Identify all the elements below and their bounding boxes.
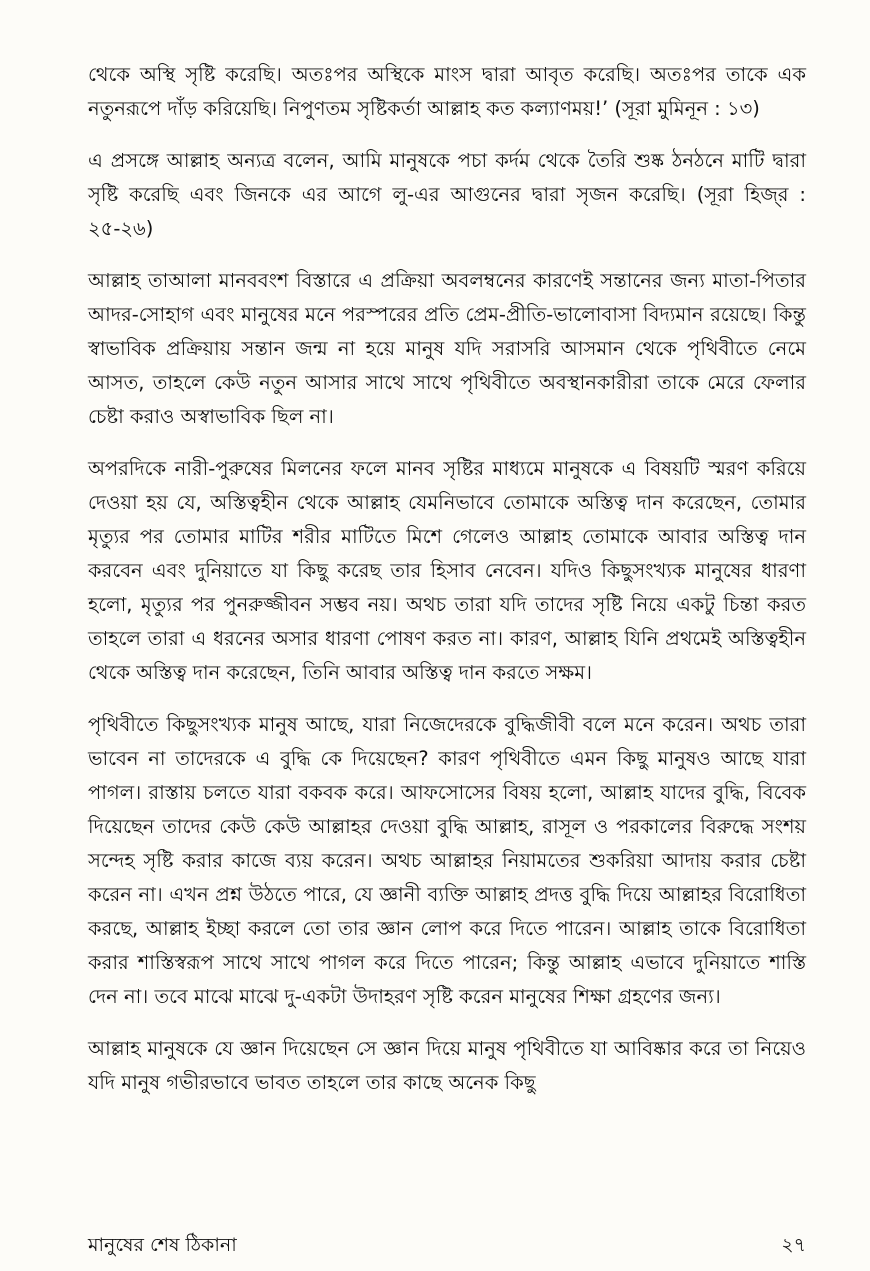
- paragraph: এ প্রসঙ্গে আল্লাহ অন্যত্র বলেন, আমি মানুষকে পচা কর্দম থেকে তৈরি শুষ্ক ঠনঠনে মাটি দ্বারা সৃষ্টি করেছি এবং জিনকে এর আগে লু-এর আগুনের দ্বারা সৃজন করেছি। (সূরা হিজ্‌র : ২৫-২৬): [88, 149, 806, 240]
- page-number: ২৭: [781, 1234, 806, 1256]
- paragraph: পৃথিবীতে কিছুসংখ্যক মানুষ আছে, যারা নিজেদেরকে বুদ্ধিজীবী বলে মনে করেন। অথচ তারা ভাবেন না তাদেরকে এ বুদ্ধি কে দিয়েছেন? কারণ পৃথিবীতে এমন কিছু মানুষও আছে যারা পাগল। রাস্তায় চলতে যারা বকবক করে। আফসোসের বিষয় হলো, আল্লাহ যাদের বুদ্ধি, বিবেক দিয়েছেন তাদের কেউ কেউ আল্লাহর দেওয়া বুদ্ধি আল্লাহ, রাসূল ও পরকালের বিরুদ্ধে সংশয় সন্দেহ সৃষ্টি করার কাজে ব্যয় করেন। অথচ আল্লাহর নিয়ামতের শুকরিয়া আদায় করার চেষ্টা করেন না। এখন প্রশ্ন উঠতে পারে, যে জ্ঞানী ব্যক্তি আল্লাহ প্রদত্ত বুদ্ধি দিয়ে আল্লাহর বিরোধিতা করছে, আল্লাহ ইচ্ছা করলে তো তার জ্ঞান লোপ করে দিতে পারেন। আল্লাহ তাকে বিরোধিতা করার শাস্তিস্বরূপ সাথে সাথে পাগল করে দিতে পারেন; কিন্তু আল্লাহ এভাবে দুনিয়াতে শাস্তি দেন না। তবে মাঝে মাঝে দু-একটা উদাহরণ সৃষ্টি করেন মানুষের শিক্ষা গ্রহণের জন্য।: [88, 713, 806, 1008]
- paragraph: অপরদিকে নারী-পুরুষের মিলনের ফলে মানব সৃষ্টির মাধ্যমে মানুষকে এ বিষয়টি স্মরণ করিয়ে দেওয়া হয় যে, অস্তিত্বহীন থেকে আল্লাহ যেমনিভাবে তোমাকে অস্তিত্ব দান করেছেন, তোমার মৃত্যুর পর তোমার মাটির শরীর মাটিতে মিশে গেলেও আল্লাহ তোমাকে আবার অস্তিত্ব দান করবেন এবং দুনিয়াতে যা কিছু করেছ তার হিসাব নেবেন। যদিও কিছুসংখ্যক মানুষের ধারণা হলো, মৃত্যুর পর পুনরুজ্জীবন সম্ভব নয়। অথচ তারা যদি তাদের সৃষ্টি নিয়ে একটু চিন্তা করত তাহলে তারা এ ধরনের অসার ধারণা পোষণ করত না। কারণ, আল্লাহ যিনি প্রথমেই অস্তিত্বহীন থেকে অস্তিত্ব দান করেছেন, তিনি আবার অস্তিত্ব দান করতে সক্ষম।: [88, 457, 806, 684]
- page-footer: [88, 1232, 806, 1258]
- running-title: মানুষের শেষ ঠিকানা: [88, 1234, 237, 1256]
- paragraph: আল্লাহ তাআলা মানববংশ বিস্তারে এ প্রক্রিয়া অবলম্বনের কারণেই সন্তানের জন্য মাতা-পিতার আদর-সোহাগ এবং মানুষের মনে পরস্পরের প্রতি প্রেম-প্রীতি-ভালোবাসা বিদ্যমান রয়েছে। কিন্তু স্বাভাবিক প্রক্রিয়ায় সন্তান জন্ম না হয়ে মানুষ যদি সরাসরি আসমান থেকে পৃথিবীতে নেমে আসত, তাহলে কেউ নতুন আসার সাথে সাথে পৃথিবীতে অবস্থানকারীরা তাকে মেরে ফেলার চেষ্টা করাও অস্বাভাবিক ছিল না।: [88, 269, 806, 428]
- page-body: [88, 58, 806, 1118]
- paragraph: থেকে অস্থি সৃষ্টি করেছি। অতঃপর অস্থিকে মাংস দ্বারা আবৃত করেছি। অতঃপর তাকে এক নতুনরূপে দাঁড় করিয়েছি। নিপুণতম সৃষ্টিকর্তা আল্লাহ কত কল্যাণময়!’ (সূরা মুমিনূন : ১৩): [88, 63, 806, 120]
- paragraph: আল্লাহ মানুষকে যে জ্ঞান দিয়েছেন সে জ্ঞান দিয়ে মানুষ পৃথিবীতে যা আবিষ্কার করে তা নিয়েও যদি মানুষ গভীরভাবে ভাবত তাহলে তার কাছে অনেক কিছু: [88, 1037, 806, 1094]
